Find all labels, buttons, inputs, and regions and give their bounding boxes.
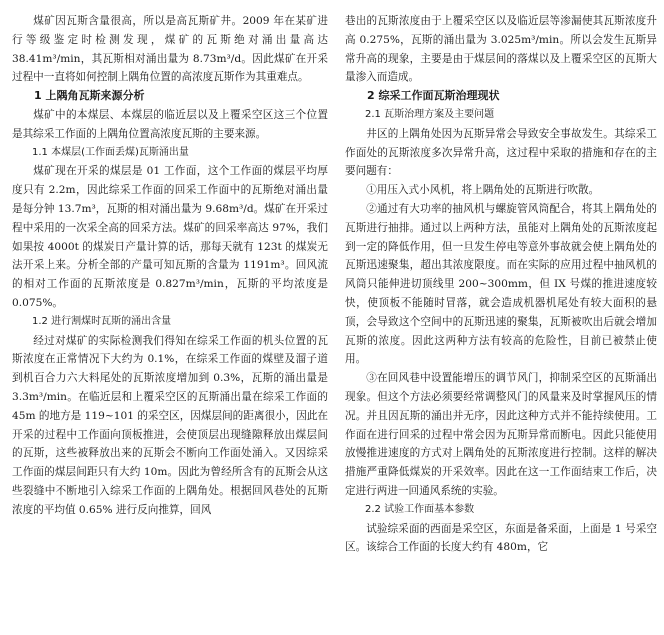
paragraph-method-3: ③在回风巷中设置能增压的调节风门，抑制采空区的瓦斯涌出现象。但这个方法必须要经常调整风门的风量来及时掌握风压的情况。并且因瓦斯的涌出并无序，因此这种方式并不能持续使用。工作面在进行回采的过程中常会因为瓦斯异常而断电。因此只能使用放慢推进速度的方式对上隅角处的瓦斯浓度进行控制。这样的解决措施严重降低煤炭的开采效率。因此在这一工作面结束工作后，决定进行两进一回通风系统的实验。	[345, 372, 657, 497]
paragraph-sources: 煤矿中的本煤层、本煤层的临近层以及上覆采空区这三个位置是其综采工作面的上隅角位置高浓度瓦斯的主要来源。	[12, 108, 328, 140]
paragraph-intro: 煤矿因瓦斯含量很高，所以是高瓦斯矿井。2009 年在某矿进行等级鉴定时检测发现，煤矿的瓦斯绝对涌出量高达 38.41m³/min，其瓦斯相对涌出量为 8.73m³/d。因此煤矿在开采过程中一直将如何控制上隅角位置的高浓度瓦斯作为其重难点。	[12, 15, 328, 84]
paragraph-seam-emission: 煤矿现在开采的煤层是 01 工作面，这个工作面的煤层平均厚度只有 2.2m，因此综采工作面的回采工作面中的瓦斯绝对涌出量是每分钟 13.7m³，瓦斯的相对涌出量为 9.68m³/d。煤矿在开采过程中采用的一次采全高的回采方法。煤矿的回采率高达 97%，我们如果按 4000t 的煤炭日产量计算的话，那每天就有 123t 的煤炭无法开采上来。分析全部的产量可知瓦斯的含量为 1191m³。回风流的相对工作面的瓦斯浓度是 0.827m³/min，瓦斯的平均浓度是 0.075%。	[12, 165, 328, 309]
section-heading-1: 1 上隅角瓦斯来源分析	[34, 89, 145, 103]
subsection-heading-1-2: 1.2 进行割煤时瓦斯的涌出含量	[32, 315, 172, 327]
right-column	[345, 12, 657, 557]
paragraph-continued: 巷出的瓦斯浓度由于上覆采空区以及临近层等渗漏使其瓦斯浓度升高 0.275%，瓦斯的涌出量为 3.025m³/min。所以会发生瓦斯异常升高的现象，主要是由于煤层间的落煤以及上覆采空区的瓦斯大量渗入而造成。	[345, 15, 657, 84]
paragraph-problems: 井区的上隅角处因为瓦斯异常会导致安全事故发生。其综采工作面处的瓦斯浓度多次异常升高，这过程中采取的措施和存在的主要问题有：	[345, 127, 657, 178]
subsection-heading-1-1: 1.1 本煤层(工作面丢煤)瓦斯涌出量	[32, 146, 189, 158]
section-heading-2: 2 综采工作面瓦斯治理现状	[367, 89, 500, 103]
left-column	[12, 12, 328, 520]
paragraph-parameters: 试验综采面的西面是采空区，东面是备采面，上面是 1 号采空区。该综合工作面的长度大约有 480m，它	[345, 522, 657, 554]
subsection-heading-2-2: 2.2 试验工作面基本参数	[365, 503, 475, 515]
paragraph-method-2: ②通过有大功率的抽风机与螺旋管风筒配合，将其上隅角处的瓦斯进行抽排。通过以上两种方法，虽能对上隅角处的瓦斯浓度起到一定的降低作用，但一旦发生停电等意外事故就会使上隅角处的瓦斯迅速聚集，超出其浓度限度。而在实际的应用过程中抽风机的风筒只能伸进切顶线里 200~300mm，但 IX 号煤的推进速度较快，使顶板不能随时冒落，就会造成机器机尾处有较大面积的悬顶，会导致这个空间中的瓦斯迅速的聚集，瓦斯被吹出后就会增加瓦斯的浓度。因此这两种方法有较高的危险性，目前已被禁止使用。	[345, 202, 657, 366]
paragraph-cutting-emission: 经过对煤矿的实际检测我们得知在综采工作面的机头位置的瓦斯浓度在正常情况下大约为 0.1%，在综采工作面的煤壁及溜子道到机百合力六大料尾处的瓦斯浓度增加到 0.3%，瓦斯的涌出量是 3.3m³/min。在临近层和上覆采空区的瓦斯涌出量在综采工作面的 45m 的地方是 119~101 的采空区，因煤层间的距离很小，因此在开采的过程中工作面向顶板推进，会使顶层出现缝隙释放出煤层间的瓦斯，这些被释放出来的瓦斯会不断向工作面处涌入。又因综采工作面的煤层间距只有大约 10m。因此为曾经所含有的瓦斯会从这些裂缝中不断地引入综采工作面的上隅角处。根据回风巷处的瓦斯浓度的平均值 0.65% 进行反向推算，回风	[12, 334, 329, 516]
subsection-heading-2-1: 2.1 瓦斯治理方案及主要问题	[365, 108, 495, 120]
paragraph-method-1: ①用压入式小风机，将上隅角处的瓦斯进行吹散。	[366, 184, 600, 197]
